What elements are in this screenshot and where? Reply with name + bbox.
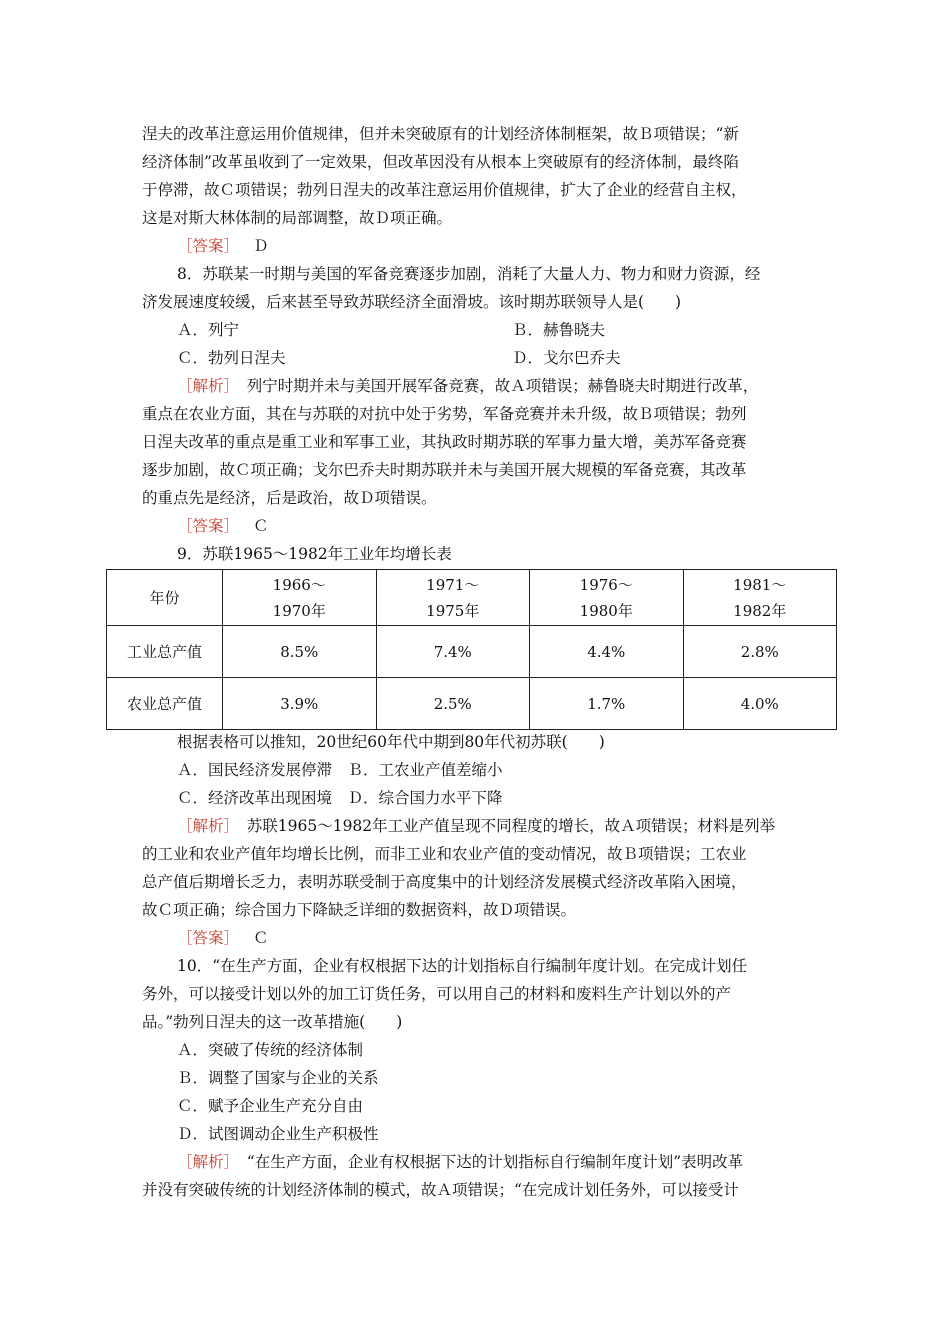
text-line: 涅夫的改革注意运用价值规律，但并未突破原有的计划经济体制框架，故Ｂ项错误；“新 bbox=[142, 125, 739, 143]
q10-option-c: Ｃ．赋予企业生产充分自由 bbox=[177, 1097, 364, 1115]
text-line: 总产值后期增长乏力，表明苏联受制于高度集中的计划经济发展模式经济改革陷入困境， bbox=[142, 873, 747, 891]
q8-stem: 济发展速度较缓，后来甚至导致苏联经济全面滑坡。该时期苏联领导人是( ) bbox=[142, 293, 682, 311]
answer-tag: ［答案］ bbox=[177, 237, 240, 255]
analysis-tag: ［解析］ bbox=[177, 377, 232, 395]
q9-answer bbox=[177, 928, 269, 948]
table-cell: 8.5% bbox=[223, 626, 377, 678]
text-line: 重点在农业方面，其在与苏联的对抗中处于劣势，军备竞赛并未升级，故Ｂ项错误；勃列 bbox=[142, 405, 747, 423]
table-cell: 7.4% bbox=[376, 626, 530, 678]
text-line: 日涅夫改革的重点是重工业和军事工业，其执政时期苏联的军事力量大增，美苏军备竞赛 bbox=[142, 433, 747, 451]
table-header-cell: 1966～ 1970年 bbox=[223, 570, 377, 626]
table-header-cell: 1971～ 1975年 bbox=[376, 570, 530, 626]
q8-option-d: Ｄ．戈尔巴乔夫 bbox=[512, 349, 621, 367]
table-header-cell: 年份 bbox=[107, 570, 223, 626]
table-row bbox=[107, 626, 837, 678]
q10-option-d: Ｄ．试图调动企业生产积极性 bbox=[177, 1125, 379, 1143]
text-line: 并没有突破传统的计划经济体制的模式，故Ａ项错误；“在完成计划任务外，可以接受计 bbox=[142, 1181, 739, 1199]
table-row-label: 工业总产值 bbox=[107, 626, 223, 678]
q9-stem: 9．苏联1965～1982年工业年均增长表 bbox=[177, 545, 452, 563]
analysis-tag: ［解析］ bbox=[177, 1153, 232, 1171]
table-cell: 2.5% bbox=[376, 678, 530, 730]
text-line: 经济体制”改革虽收到了一定效果，但改革因没有从根本上突破原有的经济体制，最终陷 bbox=[142, 153, 739, 171]
q10-stem: 品。”勃列日涅夫的这一改革措施( ) bbox=[142, 1013, 403, 1031]
q9-question: 根据表格可以推知，20世纪60年代中期到80年代初苏联( ) bbox=[177, 733, 605, 751]
q7-answer bbox=[177, 236, 269, 256]
text-line: 逐步加剧，故Ｃ项正确；戈尔巴乔夫时期苏联并未与美国开展大规模的军备竞赛，其改革 bbox=[142, 461, 747, 479]
analysis-tag: ［解析］ bbox=[177, 817, 232, 835]
analysis-text: 苏联1965～1982年工业产值呈现不同程度的增长，故Ａ项错误；材料是列举 bbox=[231, 817, 776, 835]
q9-options-cd: Ｃ．经济改革出现困境 Ｄ．综合国力水平下降 bbox=[177, 789, 503, 807]
table-header-cell: 1976～ 1980年 bbox=[530, 570, 684, 626]
q8-analysis bbox=[177, 376, 758, 396]
table-header-cell: 1981～ 1982年 bbox=[683, 570, 837, 626]
table-header-row bbox=[107, 570, 837, 626]
text-line: 的工业和农业产值年均增长比例，而非工业和农业产值的变动情况，故Ｂ项错误；工农业 bbox=[142, 845, 747, 863]
q8-option-b: Ｂ．赫鲁晓夫 bbox=[512, 321, 606, 339]
q10-stem: 10．“在生产方面，企业有权根据下达的计划指标自行编制年度计划。在完成计划任 bbox=[177, 957, 748, 975]
table-cell: 4.4% bbox=[530, 626, 684, 678]
answer-value: Ｄ bbox=[253, 237, 269, 255]
q8-answer bbox=[177, 516, 269, 536]
analysis-text: 列宁时期并未与美国开展军备竞赛，故Ａ项错误；赫鲁晓夫时期进行改革， bbox=[231, 377, 759, 395]
table-row-label: 农业总产值 bbox=[107, 678, 223, 730]
text-line: 于停滞，故Ｃ项错误；勃列日涅夫的改革注意运用价值规律，扩大了企业的经营自主权， bbox=[142, 181, 747, 199]
answer-tag: ［答案］ bbox=[177, 929, 240, 947]
q8-option-a: Ａ．列宁 bbox=[177, 321, 240, 339]
q10-stem: 务外，可以接受计划以外的加工订货任务，可以用自己的材料和废料生产计划以外的产 bbox=[142, 985, 732, 1003]
q9-analysis bbox=[177, 816, 775, 836]
answer-tag: ［答案］ bbox=[177, 517, 240, 535]
table-row bbox=[107, 678, 837, 730]
q8-option-c: Ｃ．勃列日涅夫 bbox=[177, 349, 286, 367]
q8-stem: 8．苏联某一时期与美国的军备竞赛逐步加剧，消耗了大量人力、物力和财力资源，经 bbox=[177, 265, 761, 283]
table-cell: 1.7% bbox=[530, 678, 684, 730]
q10-option-a: Ａ．突破了传统的经济体制 bbox=[177, 1041, 364, 1059]
text-line: 这是对斯大林体制的局部调整，故Ｄ项正确。 bbox=[142, 209, 453, 227]
growth-table bbox=[106, 569, 837, 730]
text-line: 的重点先是经济，后是政治，故Ｄ项错误。 bbox=[142, 489, 437, 507]
q9-options-ab: Ａ．国民经济发展停滞 Ｂ．工农业产值差缩小 bbox=[177, 761, 503, 779]
q10-option-b: Ｂ．调整了国家与企业的关系 bbox=[177, 1069, 379, 1087]
table-cell: 4.0% bbox=[683, 678, 837, 730]
q10-analysis bbox=[177, 1152, 743, 1172]
answer-value: Ｃ bbox=[253, 517, 269, 535]
table-cell: 3.9% bbox=[223, 678, 377, 730]
text-line: 故Ｃ项正确；综合国力下降缺乏详细的数据资料，故Ｄ项错误。 bbox=[142, 901, 577, 919]
answer-value: Ｃ bbox=[253, 929, 269, 947]
analysis-text: “在生产方面，企业有权根据下达的计划指标自行编制年度计划”表明改革 bbox=[231, 1153, 744, 1171]
table-cell: 2.8% bbox=[683, 626, 837, 678]
